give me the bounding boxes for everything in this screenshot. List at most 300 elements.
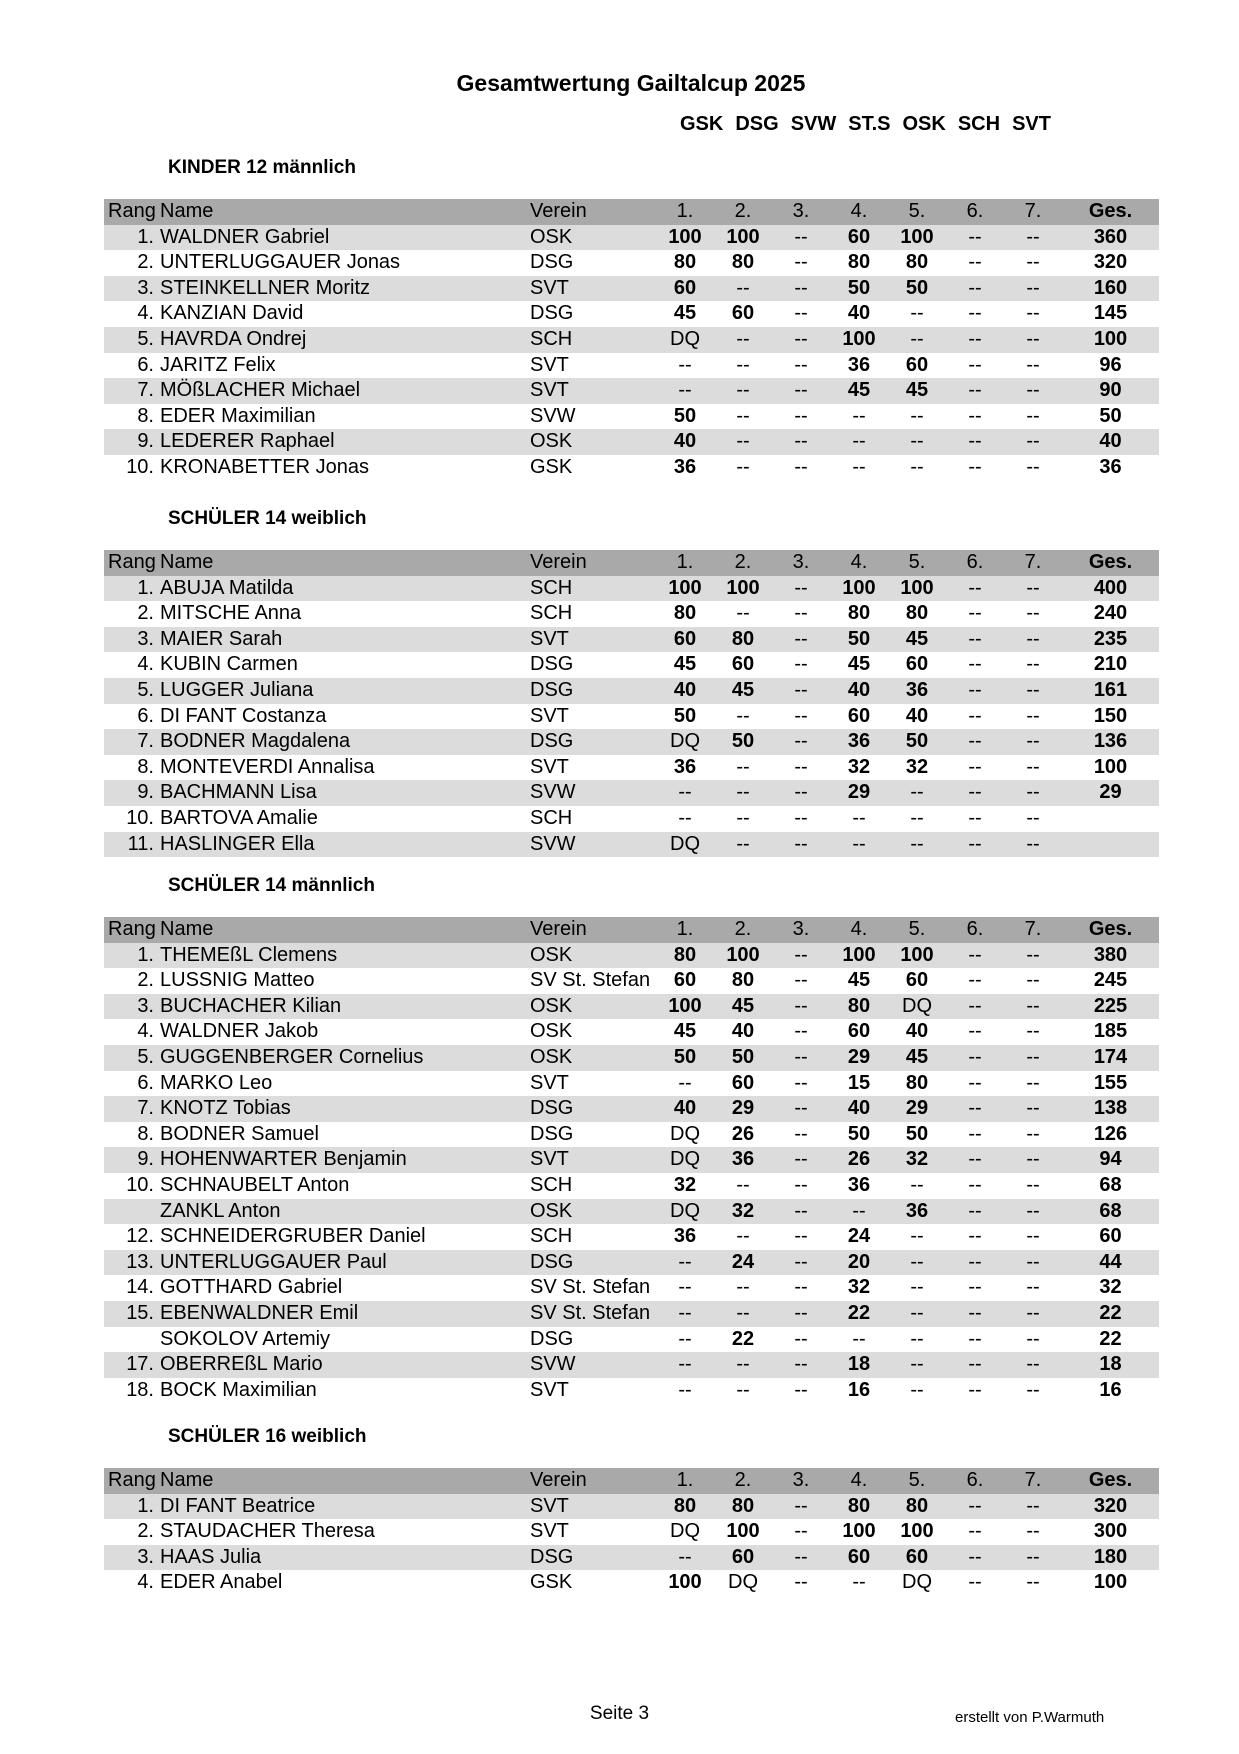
- total-score: 50: [1099, 404, 1122, 427]
- race-score: 36: [847, 1173, 871, 1196]
- table-row: [104, 225, 1159, 251]
- race-score: --: [946, 832, 1004, 858]
- race-score: --: [968, 455, 982, 478]
- table-row: [104, 276, 1159, 302]
- venue-label: GSK: [680, 113, 724, 135]
- race-score: 100: [714, 225, 772, 251]
- race-score: --: [968, 653, 982, 676]
- race-score: 36: [673, 1225, 697, 1248]
- race-score: --: [714, 378, 772, 404]
- race-score: --: [656, 1250, 714, 1276]
- table-row: [104, 327, 1159, 353]
- header-race: 5.: [888, 1468, 946, 1494]
- race-score: --: [1026, 404, 1040, 427]
- table-row: [104, 994, 1159, 1020]
- total-score: 185: [1093, 1020, 1128, 1043]
- header-total: Ges.: [1062, 1468, 1159, 1494]
- race-score: --: [794, 653, 808, 676]
- race-score: --: [946, 1494, 1004, 1520]
- race-score: --: [772, 1494, 830, 1520]
- total-score: 174: [1062, 1045, 1159, 1071]
- race-score: 80: [888, 1494, 946, 1520]
- athlete-name: JARITZ Felix: [160, 353, 276, 376]
- race-score: DQ: [656, 1199, 714, 1225]
- category-title: KINDER 12 männlich: [168, 157, 356, 178]
- race-score: --: [1026, 455, 1040, 478]
- race-score: 80: [656, 943, 714, 969]
- rank-cell: 11.: [104, 832, 160, 858]
- race-score: --: [1004, 994, 1062, 1020]
- header-verein: Verein: [530, 1468, 656, 1494]
- race-score: 80: [905, 251, 929, 274]
- race-score: 45: [888, 378, 946, 404]
- rank-cell: 8.: [137, 404, 154, 427]
- race-score: --: [968, 1225, 982, 1248]
- race-score: --: [888, 429, 946, 455]
- race-score: 100: [888, 943, 946, 969]
- rank-cell: 10.: [126, 1173, 154, 1196]
- header-race: 6.: [946, 1468, 1004, 1494]
- athlete-name: SCHNAUBELT Anton: [160, 1173, 350, 1196]
- total-score: 68: [1062, 1199, 1159, 1225]
- race-score: --: [736, 353, 750, 376]
- race-score: --: [794, 1020, 808, 1043]
- race-score: 60: [656, 276, 714, 302]
- race-score: --: [968, 1571, 982, 1594]
- header-verein: Verein: [530, 550, 656, 576]
- total-score: 360: [1062, 225, 1159, 251]
- race-score: --: [794, 755, 808, 778]
- club-cell: DSG: [530, 302, 574, 325]
- ranking-section: [104, 873, 1159, 1403]
- header-race: 6.: [946, 550, 1004, 576]
- race-score: --: [794, 353, 808, 376]
- club-cell: SCH: [530, 1173, 573, 1196]
- race-score: --: [794, 251, 808, 274]
- rank-cell: 10.: [126, 806, 154, 829]
- race-score: --: [678, 806, 692, 829]
- club-cell: SVW: [530, 780, 656, 806]
- race-score: --: [772, 943, 830, 969]
- race-score: --: [794, 1378, 808, 1401]
- race-score: --: [888, 327, 946, 353]
- race-score: --: [910, 1327, 924, 1350]
- rank-cell: 15.: [104, 1301, 160, 1327]
- race-score: --: [946, 378, 1004, 404]
- race-score: --: [656, 1352, 714, 1378]
- race-score: 40: [731, 1020, 755, 1043]
- race-score: --: [968, 302, 982, 325]
- athlete-name: HOHENWARTER Benjamin: [160, 1147, 530, 1173]
- athlete-name: STEINKELLNER Moritz: [160, 276, 530, 302]
- race-score: --: [1004, 429, 1062, 455]
- race-score: --: [1026, 653, 1040, 676]
- race-score: --: [910, 1276, 924, 1299]
- total-score: 240: [1093, 602, 1128, 625]
- header-race: 1.: [656, 917, 714, 943]
- race-score: --: [1004, 378, 1062, 404]
- header-race: 1.: [656, 199, 714, 225]
- race-score: --: [946, 994, 1004, 1020]
- table-row: [104, 1250, 1159, 1276]
- race-score: DQ: [670, 1122, 700, 1145]
- rank-cell: 12.: [126, 1225, 154, 1248]
- total-score: 40: [1062, 429, 1159, 455]
- rank-cell: 4.: [137, 1571, 154, 1594]
- rank-cell: 7.: [104, 729, 160, 755]
- race-score: 40: [656, 429, 714, 455]
- header-race: 2.: [714, 550, 772, 576]
- total-score: 245: [1093, 969, 1128, 992]
- race-score: 20: [830, 1250, 888, 1276]
- race-score: 50: [673, 704, 697, 727]
- race-score: --: [946, 780, 1004, 806]
- rank-cell: 9.: [104, 1147, 160, 1173]
- athlete-name: SOKOLOV Artemiy: [160, 1327, 331, 1350]
- race-score: --: [968, 1020, 982, 1043]
- race-score: --: [1026, 1173, 1040, 1196]
- race-score: 22: [731, 1327, 755, 1350]
- race-score: --: [714, 832, 772, 858]
- athlete-name: SCHNEIDERGRUBER Daniel: [160, 1225, 426, 1248]
- athlete-name: BOCK Maximilian: [160, 1378, 317, 1401]
- athlete-name: ABUJA Matilda: [160, 576, 530, 602]
- race-score: --: [1026, 755, 1040, 778]
- race-score: --: [794, 1071, 808, 1094]
- header-race: 1.: [656, 1468, 714, 1494]
- header-rang: Rang: [104, 917, 160, 943]
- race-score: 60: [731, 653, 755, 676]
- total-score: [1062, 806, 1159, 832]
- table-row: [104, 1122, 1159, 1148]
- race-score: --: [1004, 225, 1062, 251]
- race-score: 45: [888, 1045, 946, 1071]
- race-score: --: [1004, 729, 1062, 755]
- athlete-name: KUBIN Carmen: [160, 653, 298, 676]
- athlete-name: EDER Maximilian: [160, 404, 316, 427]
- table-row: [104, 1045, 1159, 1071]
- athlete-name: BARTOVA Amalie: [160, 806, 318, 829]
- header-race: 5.: [888, 917, 946, 943]
- club-cell: GSK: [530, 1571, 573, 1594]
- table-row: [104, 404, 1159, 430]
- race-score: --: [1026, 302, 1040, 325]
- table-row: [104, 1494, 1159, 1520]
- total-score: 400: [1062, 576, 1159, 602]
- race-score: --: [888, 1301, 946, 1327]
- table-row: [104, 943, 1159, 969]
- header-race: 7.: [1004, 550, 1062, 576]
- race-score: 45: [673, 302, 697, 325]
- race-score: 60: [905, 653, 929, 676]
- race-score: 50: [830, 627, 888, 653]
- athlete-name: STAUDACHER Theresa: [160, 1520, 375, 1543]
- club-cell: OSK: [530, 1045, 656, 1071]
- race-score: 50: [714, 1045, 772, 1071]
- table-row: [104, 755, 1159, 781]
- race-score: --: [772, 276, 830, 302]
- header-total: Ges.: [1062, 550, 1159, 576]
- race-score: --: [888, 832, 946, 858]
- race-score: --: [794, 1122, 808, 1145]
- race-score: 60: [714, 1545, 772, 1571]
- race-score: DQ: [656, 832, 714, 858]
- race-score: 16: [847, 1378, 871, 1401]
- club-cell: SCH: [530, 806, 573, 829]
- race-score: --: [910, 1173, 924, 1196]
- header-race: 2.: [714, 199, 772, 225]
- table-header-row: [104, 917, 1159, 943]
- venue-label: OSK: [902, 113, 946, 135]
- club-cell: SVT: [530, 1520, 569, 1543]
- race-score: --: [946, 1352, 1004, 1378]
- club-cell: DSG: [530, 729, 656, 755]
- race-score: --: [794, 1173, 808, 1196]
- table-row: [104, 780, 1159, 806]
- club-cell: GSK: [530, 455, 573, 478]
- table-row: [104, 968, 1159, 994]
- race-score: --: [968, 1378, 982, 1401]
- race-score: --: [736, 404, 750, 427]
- header-race: 4.: [830, 917, 888, 943]
- rank-cell: [104, 1199, 160, 1225]
- athlete-name: GUGGENBERGER Cornelius: [160, 1045, 530, 1071]
- table-row: [104, 378, 1159, 404]
- rank-cell: 1.: [104, 576, 160, 602]
- race-score: --: [1026, 1378, 1040, 1401]
- race-score: --: [1026, 251, 1040, 274]
- total-score: 36: [1099, 455, 1122, 478]
- table-row: [104, 576, 1159, 602]
- athlete-name: DI FANT Beatrice: [160, 1494, 530, 1520]
- race-score: 24: [847, 1225, 871, 1248]
- race-score: --: [1004, 1301, 1062, 1327]
- race-score: --: [1026, 1571, 1040, 1594]
- rank-cell: 4.: [137, 302, 154, 325]
- race-score: --: [678, 353, 692, 376]
- race-score: --: [946, 327, 1004, 353]
- athlete-name: HAAS Julia: [160, 1545, 530, 1571]
- race-score: 32: [888, 1147, 946, 1173]
- rank-cell: 6.: [137, 1071, 154, 1094]
- header-race: 4.: [830, 550, 888, 576]
- race-score: 80: [673, 251, 697, 274]
- athlete-name: BUCHACHER Kilian: [160, 994, 530, 1020]
- ranking-table: [104, 550, 1159, 857]
- header-race: 7.: [1004, 1468, 1062, 1494]
- race-score: 26: [830, 1147, 888, 1173]
- race-score: --: [888, 1250, 946, 1276]
- race-score: --: [968, 1276, 982, 1299]
- race-score: --: [794, 1225, 808, 1248]
- race-score: --: [772, 832, 830, 858]
- race-score: 100: [656, 225, 714, 251]
- rank-cell: 4.: [137, 653, 154, 676]
- header-race: 3.: [772, 917, 830, 943]
- race-score: --: [794, 455, 808, 478]
- total-score: 138: [1062, 1096, 1159, 1122]
- header-race: 5.: [888, 199, 946, 225]
- race-score: 36: [673, 455, 697, 478]
- race-score: --: [736, 1378, 750, 1401]
- header-race: 4.: [830, 1468, 888, 1494]
- table-row: [104, 455, 1159, 481]
- race-score: --: [830, 429, 888, 455]
- header-name: Name: [160, 550, 530, 576]
- race-score: --: [714, 429, 772, 455]
- rank-cell: 8.: [137, 1122, 154, 1145]
- race-score: 29: [714, 1096, 772, 1122]
- race-score: 100: [830, 943, 888, 969]
- rank-cell: 2.: [137, 1520, 154, 1543]
- club-cell: SVT: [530, 1071, 569, 1094]
- table-row: [104, 729, 1159, 755]
- race-score: --: [968, 602, 982, 625]
- rank-cell: 5.: [104, 327, 160, 353]
- club-cell: OSK: [530, 1199, 656, 1225]
- header-race: 2.: [714, 1468, 772, 1494]
- race-score: --: [714, 327, 772, 353]
- race-score: --: [1026, 1276, 1040, 1299]
- header-race: 6.: [946, 199, 1004, 225]
- race-score: --: [772, 1147, 830, 1173]
- club-cell: DSG: [530, 1545, 656, 1571]
- table-row: [104, 1096, 1159, 1122]
- page-title: Gesamtwertung Gailtalcup 2025: [456, 70, 806, 96]
- club-cell: SCH: [530, 576, 656, 602]
- race-score: --: [678, 1071, 692, 1094]
- race-score: --: [772, 429, 830, 455]
- club-cell: DSG: [530, 653, 574, 676]
- race-score: --: [1004, 276, 1062, 302]
- race-score: --: [852, 404, 866, 427]
- race-score: --: [1004, 1250, 1062, 1276]
- race-score: --: [910, 302, 924, 325]
- club-cell: SVT: [530, 1494, 656, 1520]
- race-score: --: [968, 1520, 982, 1543]
- category-title: SCHÜLER 16 weiblich: [168, 1426, 367, 1447]
- venue-label: DSG: [735, 113, 779, 135]
- club-cell: SVT: [530, 353, 569, 376]
- header-race: 2.: [714, 917, 772, 943]
- race-score: 80: [731, 969, 755, 992]
- rank-cell: 7.: [104, 1096, 160, 1122]
- table-row: [104, 627, 1159, 653]
- race-score: 32: [847, 755, 871, 778]
- race-score: 80: [847, 251, 871, 274]
- club-cell: SVT: [530, 704, 569, 727]
- athlete-name: UNTERLUGGAUER Paul: [160, 1250, 530, 1276]
- club-cell: SVT: [530, 378, 656, 404]
- club-cell: DSG: [530, 1096, 656, 1122]
- table-row: [104, 704, 1159, 730]
- race-score: --: [946, 1096, 1004, 1122]
- race-score: --: [946, 1199, 1004, 1225]
- race-score: --: [736, 704, 750, 727]
- table-row: [104, 1071, 1159, 1097]
- club-cell: SV St. Stefan: [530, 969, 651, 992]
- club-cell: SVW: [530, 832, 656, 858]
- race-score: --: [794, 1520, 808, 1543]
- total-score: 94: [1062, 1147, 1159, 1173]
- header-name: Name: [160, 1468, 530, 1494]
- race-score: --: [736, 806, 750, 829]
- table-row: [104, 1147, 1159, 1173]
- ranking-table: [104, 917, 1159, 1403]
- race-score: --: [1004, 576, 1062, 602]
- total-score: 225: [1062, 994, 1159, 1020]
- total-score: 100: [1093, 1571, 1128, 1594]
- race-score: 60: [731, 302, 755, 325]
- total-score: 161: [1062, 678, 1159, 704]
- race-score: DQ: [902, 1571, 932, 1594]
- rank-cell: 7.: [104, 378, 160, 404]
- race-score: 45: [673, 653, 697, 676]
- athlete-name: WALDNER Gabriel: [160, 225, 530, 251]
- race-score: 45: [847, 969, 871, 992]
- race-score: --: [714, 1301, 772, 1327]
- table-row: [104, 601, 1159, 627]
- race-score: 15: [847, 1071, 871, 1094]
- race-score: --: [946, 1147, 1004, 1173]
- table-row: [104, 1275, 1159, 1301]
- ranking-section: [104, 155, 1159, 481]
- race-score: --: [736, 1225, 750, 1248]
- race-score: --: [656, 378, 714, 404]
- club-cell: DSG: [530, 1122, 574, 1145]
- total-score: 235: [1062, 627, 1159, 653]
- header-rang: Rang: [104, 1468, 160, 1494]
- race-score: 60: [905, 353, 929, 376]
- race-score: --: [736, 1173, 750, 1196]
- race-score: --: [968, 1173, 982, 1196]
- athlete-name: HASLINGER Ella: [160, 832, 530, 858]
- ranking-section: [104, 506, 1159, 857]
- table-row: [104, 1352, 1159, 1378]
- table-row: [104, 301, 1159, 327]
- race-score: 22: [830, 1301, 888, 1327]
- table-header-row: [104, 199, 1159, 225]
- race-score: --: [1004, 1147, 1062, 1173]
- race-score: 18: [830, 1352, 888, 1378]
- rank-cell: 18.: [126, 1378, 154, 1401]
- table-row: [104, 1019, 1159, 1045]
- race-score: --: [772, 1545, 830, 1571]
- athlete-name: MAIER Sarah: [160, 627, 530, 653]
- race-score: 29: [888, 1096, 946, 1122]
- race-score: --: [736, 455, 750, 478]
- race-score: --: [1026, 602, 1040, 625]
- race-score: 32: [714, 1199, 772, 1225]
- total-score: 320: [1093, 251, 1128, 274]
- race-score: 32: [905, 755, 929, 778]
- race-score: --: [1026, 704, 1040, 727]
- race-score: --: [772, 1045, 830, 1071]
- race-score: --: [946, 1045, 1004, 1071]
- race-score: --: [946, 276, 1004, 302]
- race-score: 100: [842, 1520, 876, 1543]
- race-score: 50: [656, 1045, 714, 1071]
- race-score: --: [1004, 627, 1062, 653]
- race-score: 45: [847, 653, 871, 676]
- rank-cell: 3.: [104, 627, 160, 653]
- race-score: --: [852, 1571, 866, 1594]
- race-score: --: [794, 1571, 808, 1594]
- athlete-name: GOTTHARD Gabriel: [160, 1276, 343, 1299]
- race-score: --: [946, 429, 1004, 455]
- race-score: --: [946, 1301, 1004, 1327]
- race-score: 80: [714, 627, 772, 653]
